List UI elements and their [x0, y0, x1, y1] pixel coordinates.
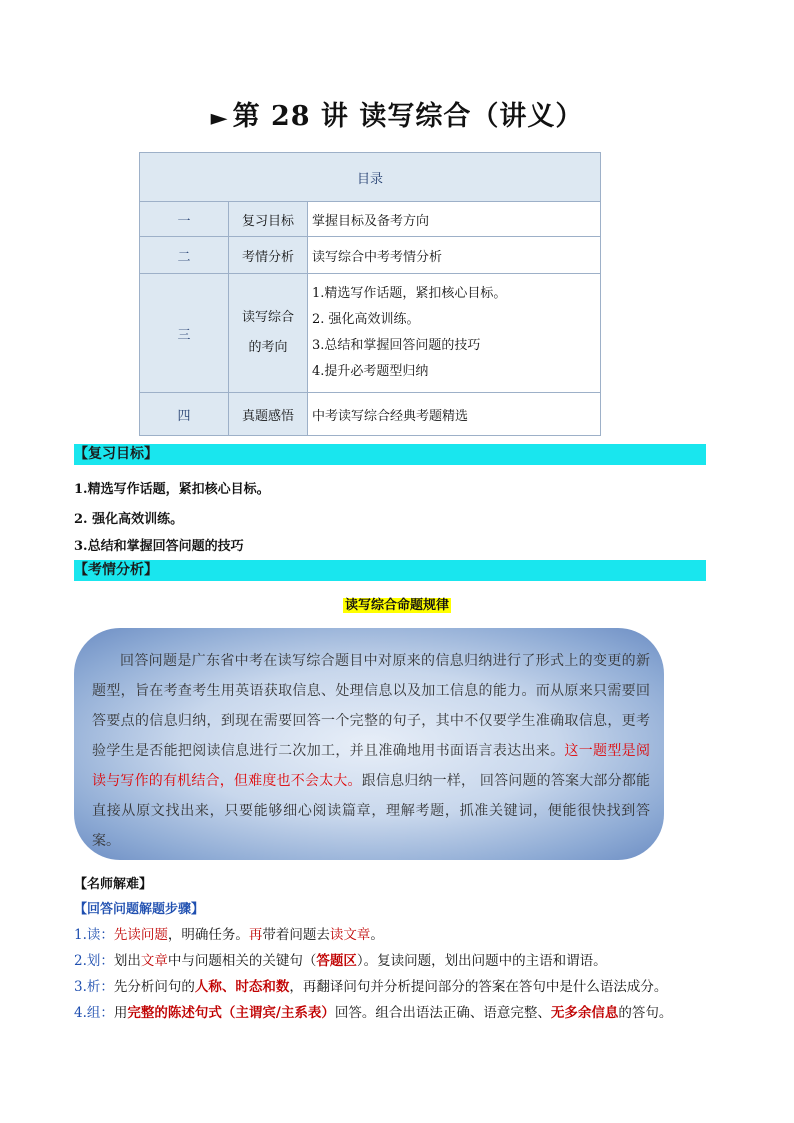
step-text: 的答句。: [618, 1005, 673, 1021]
toc-desc-line: 1.精选写作话题，紧扣核心目标。: [312, 286, 507, 301]
steps-heading: 【回答问题解题步骤】: [74, 902, 205, 917]
step-text: 回答。组合出语法正确、语意完整、: [334, 1005, 551, 1021]
toc-desc-line: 2. 强化高效训练。: [312, 312, 420, 327]
toc-section: 复习目标: [229, 202, 308, 237]
step-line: [74, 975, 667, 995]
step-label: 3.析：: [74, 979, 114, 995]
step-text: ，明确任务。: [167, 927, 249, 943]
step-line: [74, 949, 607, 969]
step-label: 1.读：: [74, 927, 114, 943]
toc-desc-line: 3.总结和掌握回答问题的技巧: [312, 338, 481, 353]
toc-table: [139, 152, 601, 436]
step-text: ）。复读问题，划出问题中的主语和谓语。: [356, 953, 607, 969]
review-item: 2. 强化高效训练。: [74, 512, 184, 527]
toc-num: 四: [140, 393, 229, 436]
step-text: 答题区: [316, 953, 357, 969]
step-text: 人称、时态和数: [194, 979, 290, 995]
step-line: [74, 923, 384, 943]
step-text: 无多余信息: [550, 1005, 619, 1021]
notes-heading: 【名师解难】: [74, 877, 153, 892]
step-text: 划出: [113, 953, 141, 969]
step-text: 先读问题: [113, 927, 168, 943]
title-text: 第 28 讲 读写综合（讲义）: [232, 101, 584, 132]
review-item: 1.精选写作话题，紧扣核心目标。: [74, 482, 270, 497]
step-text: 完整的陈述句式（主谓宾/主系表）: [127, 1005, 335, 1021]
toc-desc: [308, 274, 601, 393]
toc-num: 三: [140, 274, 229, 393]
page-title: [0, 94, 794, 133]
toc-desc: 中考读写综合经典考题精选: [308, 393, 601, 436]
review-item: 3.总结和掌握回答问题的技巧: [74, 539, 244, 554]
analysis-bubble: [74, 628, 664, 860]
step-text: 中与问题相关的关键句（: [167, 953, 317, 969]
step-label: 2.划：: [74, 953, 114, 969]
toc-section-line: 读写综合: [241, 310, 294, 325]
step-text: ，再翻译问句并分析提问部分的答案在答句中是什么语法成分。: [289, 979, 668, 995]
toc-desc: 读写综合中考考情分析: [308, 237, 601, 274]
toc-row: [140, 393, 601, 436]
step-text: 用: [113, 1005, 128, 1021]
step-label: 4.组：: [74, 1005, 114, 1021]
toc-section: [229, 274, 308, 393]
toc-row: [140, 274, 601, 393]
toc-desc-line: 4.提升必考题型归纳: [312, 364, 429, 379]
toc-num: 一: [140, 202, 229, 237]
step-text: 再: [248, 927, 263, 943]
rule-title: 读写综合命题规律: [344, 598, 449, 613]
analysis-paragraph: 回答问题是广东省中考在读写综合题目中对原来的信息归纳进行了形式上的变更的新题型，旨在考查考生用英语获取信息、处理信息以及加工信息的能力。而从原来只需要回答要点的信息归纳，到现在需要回答一个完整的句子，其中不仅要学生准确取信息，更考验学生是否能把阅读信息进行二次加工，并且准确地用书面语言表达出来。这一题型是阅读与写作的有机结合，但难度也不会太大。跟信息归纳一样， 回答问题的答案大部分都能直接从原文找出来，只要能够细心阅读篇章，理解考题，抓准关键词，便能很快找到答案。: [92, 653, 651, 849]
toc-row: [140, 202, 601, 237]
toc-row: [140, 237, 601, 274]
toc-section-line: 的考向: [248, 340, 288, 355]
step-text: 文章: [140, 953, 168, 969]
toc-section: 考情分析: [229, 237, 308, 274]
analysis-banner: 【考情分析】: [74, 560, 706, 581]
toc-section: 真题感悟: [229, 393, 308, 436]
step-line: [74, 1001, 672, 1021]
step-text: 先分析问句的: [113, 979, 195, 995]
analysis-highlight: 这一题型是阅读与写作的有机结合，但难度也不会太大。: [92, 743, 651, 789]
toc-num: 二: [140, 237, 229, 274]
step-text: 带着问题去: [262, 927, 330, 943]
triangle-bullet-icon: ►: [210, 105, 229, 131]
step-text: 读文章: [329, 927, 371, 943]
step-text: 。: [370, 927, 384, 943]
review-banner: 【复习目标】: [74, 444, 706, 465]
toc-desc: 掌握目标及备考方向: [308, 202, 601, 237]
toc-header: 目录: [140, 153, 601, 202]
